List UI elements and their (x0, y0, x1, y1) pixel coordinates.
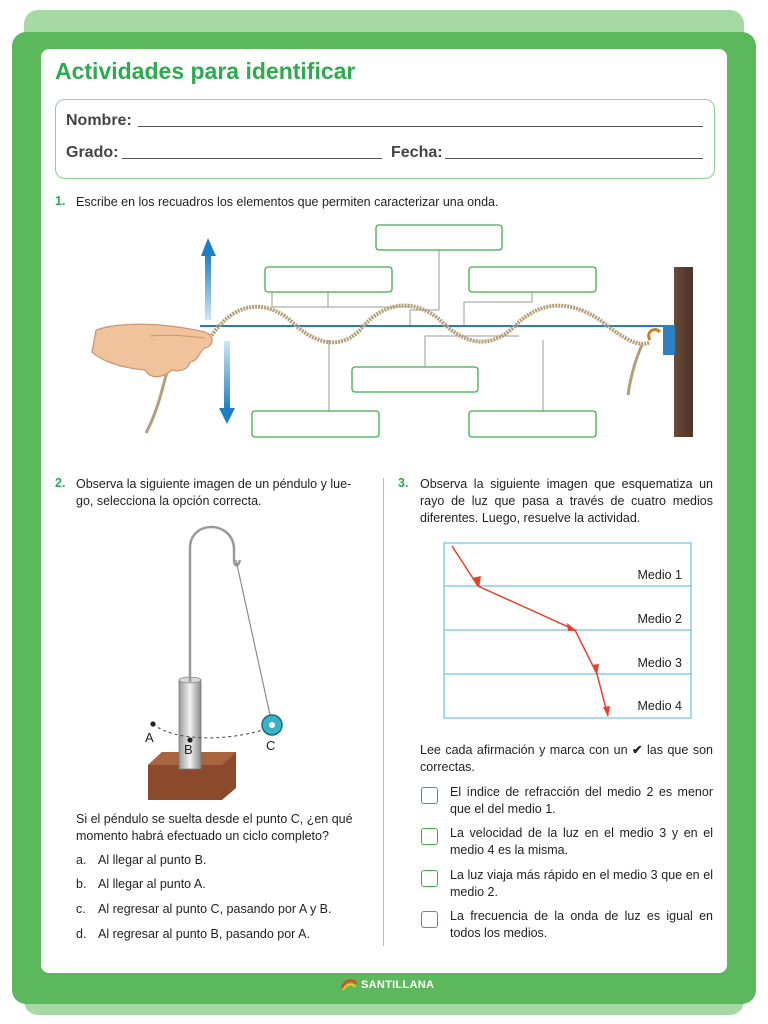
medium-4-label: Medio 4 (637, 699, 682, 713)
question-2-prompt (76, 811, 371, 845)
question-2-prompt-line-2: momento habrá efectuado un ciclo completo? (76, 829, 329, 843)
question-2-text (76, 476, 371, 510)
point-a-dot (150, 721, 155, 726)
wave-blank-box-top[interactable] (376, 225, 502, 250)
question-2-number: 2. (55, 476, 66, 490)
santillana-logo (340, 978, 434, 992)
grade-label: Grado: (66, 144, 119, 161)
point-b-label: B (184, 742, 193, 757)
check-icon: ✔ (632, 743, 643, 757)
medium-1-label: Medio 1 (637, 568, 682, 582)
pendulum-diagram (148, 527, 282, 800)
pendulum-string (236, 560, 272, 724)
option-b[interactable]: b. Al llegar al punto A. (76, 877, 206, 891)
statement-1-checkbox[interactable] (421, 787, 438, 804)
arrow-down-icon (219, 408, 235, 424)
wall-bracket (663, 325, 675, 355)
santillana-swirl-icon (340, 978, 358, 992)
question-1-number: 1. (55, 194, 66, 208)
option-c[interactable]: c. Al regresar al punto C, pasando por A y B. (76, 902, 332, 916)
name-label: Nombre: (66, 112, 132, 129)
hand-icon (92, 324, 212, 377)
wave-blank-box-upper-left[interactable] (265, 267, 392, 292)
wave-blank-box-middle[interactable] (352, 367, 478, 392)
question-1-text: Escribe en los recuadros los elementos que permiten caracterizar una onda. (76, 195, 499, 209)
page-title: Actividades para identificar (55, 58, 356, 84)
arrow-up-icon (201, 238, 216, 256)
hook-icon (649, 330, 660, 340)
option-d[interactable]: d. Al regresar al punto B, pasando por A. (76, 927, 310, 941)
wall (674, 267, 693, 437)
medium-2-label: Medio 2 (637, 612, 682, 626)
point-a-label: A (145, 730, 154, 745)
rope-end (628, 345, 642, 395)
question-2-prompt-line-1: Si el péndulo se suelta desde el punto C, ¿en qué (76, 812, 353, 826)
arrow-up-shaft (205, 254, 211, 320)
column-divider (383, 478, 384, 946)
question-3-text: Observa la siguiente imagen que esquematiza un rayo de luz que pasa a través de cuatro medios diferentes. Luego, resuelve la actividad. (420, 477, 713, 525)
statement-4-text: La frecuencia de la onda de luz es igual en todos los medios. (450, 909, 713, 940)
statement-2-checkbox[interactable] (421, 828, 438, 845)
statement-3-checkbox[interactable] (421, 870, 438, 887)
question-2-text-line-2: go, selecciona la opción correcta. (76, 494, 262, 508)
statement-4-checkbox[interactable] (421, 911, 438, 928)
question-3-number: 3. (398, 476, 409, 490)
wave-blank-box-upper-right[interactable] (469, 267, 596, 292)
wave-blank-box-lower-left[interactable] (252, 411, 379, 437)
point-c-label: C (266, 738, 276, 753)
rope-wave (210, 306, 650, 344)
statement-2-text: La velocidad de la luz en el medio 3 y en el medio 4 es la misma. (450, 826, 713, 857)
swing-path (153, 724, 272, 738)
date-label: Fecha: (391, 144, 443, 161)
brand-name: SANTILLANA (361, 979, 435, 991)
statement-3-text: La luz viaja más rápido en el medio 3 que en el medio 2. (450, 868, 713, 899)
arrow-down-shaft (224, 341, 230, 409)
question-3-instruction: Lee cada afirmación y marca con un ✔ las que son correctas. (420, 743, 713, 774)
pendulum-hook (190, 527, 240, 682)
question-2-text-line-1: Observa la siguiente imagen de un péndulo y lue- (76, 477, 352, 491)
statement-1-text: El índice de refracción del medio 2 es menor que el del medio 1. (450, 785, 713, 816)
option-a[interactable]: a. Al llegar al punto B. (76, 853, 207, 867)
wave-blank-box-lower-right[interactable] (469, 411, 596, 437)
medium-3-label: Medio 3 (637, 656, 682, 670)
